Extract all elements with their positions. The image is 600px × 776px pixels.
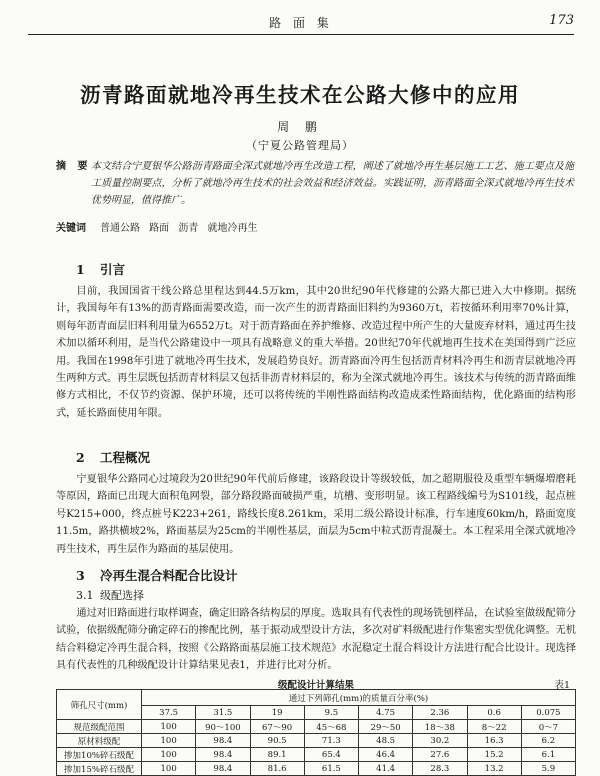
table-cell: 30.2: [413, 734, 467, 748]
table-cell: 16.3: [467, 734, 521, 748]
table-row-label: 原材料级配: [57, 734, 142, 748]
table-header-cell: 19: [250, 706, 304, 720]
table-cell: 67～90: [250, 720, 304, 734]
table-cell: 81.6: [250, 762, 304, 776]
table-cell: 71.3: [304, 734, 358, 748]
table-header-cell: 31.5: [196, 706, 250, 720]
table-cell: 100: [142, 734, 196, 748]
author: 周 鹏: [277, 120, 323, 134]
table-cell: 0～7: [521, 720, 575, 734]
table-header-cell: 4.75: [359, 706, 413, 720]
abstract-text: 本文结合宁夏银华公路沥青路面全深式就地冷再生改造工程，阐述了就地冷再生基层施工工艺、施工要点及施工质量控制要点，分析了就地冷再生技术的社会效益和经济效益。实践证明，沥青路面全深式就地冷再生技术优势明显，值得推广。: [91, 161, 574, 206]
section-2-paragraph: 宁夏银华公路同心过境段为20世纪90年代前后修建，该路段设计等级较低，加之超期服役及重型车辆爆増磨耗等原因，路面已出现大面积龟网裂，部分路段路面破损严重，坑槽、变形明显。该工程路线编号为S101线，起点桩号K215+000，终点桩号K223+261，路线长度8.261km，采用二级公路设计标准，行车速度60km/h，路面宽度11.5m，路拱横坡2%，路面基层为25cm的半刚性基层，面层为5cm中粒式沥青混凝土。本工程采用全深式就地冷再生技术，再生层作为路面的基层使用。: [56, 474, 576, 555]
paper-title: 沥青路面就地冷再生技术在公路大修中的应用: [80, 83, 520, 107]
table-cell: 61.5: [304, 762, 358, 776]
table-cell: 45～68: [304, 720, 358, 734]
table-cell: 5.9: [521, 762, 575, 776]
keywords-label: 关键词: [56, 223, 86, 234]
table-cell: 90.5: [250, 734, 304, 748]
section-heading-1: 1 引言: [76, 262, 126, 277]
section-heading-3: 3 冷再生混合料配合比设计: [76, 568, 238, 583]
table-cell: 100: [142, 720, 196, 734]
table-cell: 65.4: [304, 748, 358, 762]
table-row-label: 掺加15%碎石级配: [57, 762, 142, 776]
table-cell: 98.4: [196, 734, 250, 748]
table-cell: 41.4: [359, 762, 413, 776]
section-heading-2: 2 工程概况: [76, 450, 151, 465]
subsection-heading-3-1: 3.1 级配选择: [76, 589, 144, 602]
table-row: [57, 720, 576, 734]
table-row: [57, 748, 576, 762]
table-row: [57, 762, 576, 776]
table-column-group: 通过下列筛孔(mm)的质量百分率(%): [142, 690, 576, 706]
table-cell: 100: [142, 748, 196, 762]
table-row-label: 掺加10%碎石级配: [57, 748, 142, 762]
table-cell: 15.2: [467, 748, 521, 762]
table-cell: 27.6: [413, 748, 467, 762]
table-cell: 6.1: [521, 748, 575, 762]
affiliation: （宁夏公路管理局）: [246, 139, 354, 152]
page-header: [28, 12, 574, 35]
table-row-header: 筛孔尺寸(mm): [57, 690, 142, 720]
table-number: 表1: [554, 680, 570, 691]
table-cell: 48.5: [359, 734, 413, 748]
keywords-text: 普通公路 路面 沥青 就地冷再生: [100, 223, 258, 234]
keywords: [56, 219, 258, 234]
table-cell: 8～22: [467, 720, 521, 734]
table-cell: 13.2: [467, 762, 521, 776]
table-cell: 98.4: [196, 762, 250, 776]
table-cell: 46.4: [359, 748, 413, 762]
table-header-cell: 0.075: [521, 706, 575, 720]
journal-title: 路 面 集: [269, 16, 333, 30]
table-header-cell: 9.5: [304, 706, 358, 720]
table-cell: 100: [142, 762, 196, 776]
subsection-3-1-paragraph: 通过对旧路面进行取样调查，确定旧路各结构层的厚度。选取具有代表性的现场铣刨样品，在试验室做级配筛分试验，依据级配筛分确定碎石的掺配比例，基于振动成型设计方法，多次对矿料级配进行作集密实型优化调整。无机结合料稳定冷再生混合料，按照《公路路面基层施工技术规范》水泥稳定土混合料设计方法进行配合比设计。现选择具有代表性的几种级配设计计算结果见表1，并进行比对分析。: [56, 608, 576, 672]
page-number: 173: [549, 13, 574, 28]
table-row-label: 规范级配范围: [57, 720, 142, 734]
table-row: [57, 734, 576, 748]
table-cell: 29～50: [359, 720, 413, 734]
table-cell: 98.4: [196, 748, 250, 762]
table-header-cell: 37.5: [142, 706, 196, 720]
table-cell: 18～38: [413, 720, 467, 734]
table-header-cell: 0.6: [467, 706, 521, 720]
abstract: [56, 158, 574, 209]
table-cell: 90～100: [196, 720, 250, 734]
grading-table: [56, 689, 576, 776]
table-cell: 6.2: [521, 734, 575, 748]
table-cell: 89.1: [250, 748, 304, 762]
table-header-cell: 2.36: [413, 706, 467, 720]
table-cell: 28.3: [413, 762, 467, 776]
section-1-paragraph: 目前，我国国省干线公路总里程达到44.5万km，其中20世纪90年代修建的公路大都已进入大中修期。据统计，我国每年有13%的沥青路面需要改造，而一次产生的沥青路面旧料约为9360万t，若按循环利用率70%计算，则每年沥青面层旧料利用量为6552万t。对于沥青路面在养护维修、改造过程中所产生的大量废弃材料，通过再生技术加以循环利用，是当代公路建设中一项具有战略意义的重大举措。20世纪70年代就地再生技术在美国得到广泛应用。我国在1998年引进了就地冷再生技术，发展趋势良好。沥青路面冷再生包括沥青材料冷再生和沥青层就地冷再生两种方式。再生层既包括沥青材料层又包括非沥青材料层的，称为全深式就地冷再生。该技术与传统的沥青路面维修方式相比，不仅节约资源、保护环境，还可以将传统的半刚性路面结构改造成柔性路面结构，优化路面的结构形式，延长路面使用年限。: [56, 286, 576, 419]
table-title: 级配设计计算结果: [277, 680, 354, 691]
abstract-label: 摘 要: [56, 161, 92, 172]
